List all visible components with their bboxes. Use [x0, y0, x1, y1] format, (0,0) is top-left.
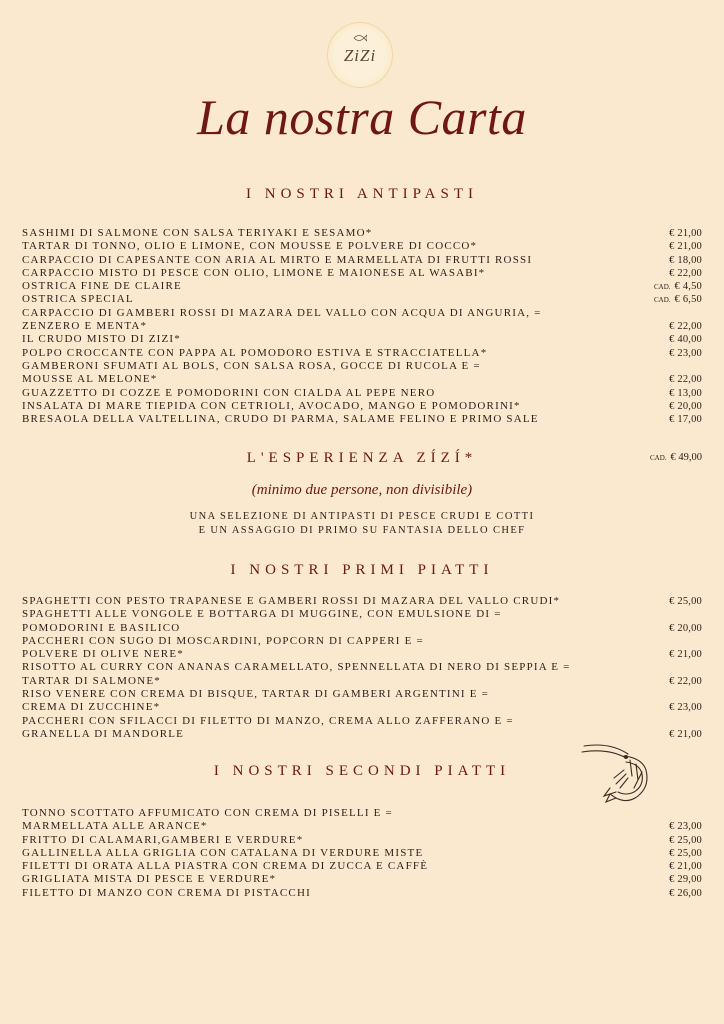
menu-item [22, 608, 704, 621]
primi-list [22, 595, 704, 741]
price-value: € 17,00 [669, 414, 702, 426]
menu-item [22, 873, 704, 886]
menu-item-name: CARPACCIO MISTO DI PESCE CON OLIO, LIMONE E MAIONESE AL WASABI* [22, 266, 486, 279]
menu-item-name: POLPO CROCCANTE CON PAPPA AL POMODORO ESTIVA E STRACCIATELLA* [22, 346, 488, 359]
menu-item-name: BRESAOLA DELLA VALTELLINA, CRUDO DI PARMA, SALAME FELINO E PRIMO SALE [22, 413, 539, 426]
menu-item-price [698, 608, 702, 622]
menu-item-price [665, 701, 702, 715]
menu-item-name: MOUSSE AL MELONE* [22, 373, 158, 386]
price-value: € 18,00 [669, 254, 702, 266]
menu-item-price [698, 688, 702, 702]
menu-item [22, 860, 704, 873]
menu-item-name: TARTAR DI TONNO, OLIO E LIMONE, CON MOUSSE E POLVERE DI COCCO* [22, 240, 478, 253]
esperienza-subtitle: (minimo due persone, non divisibile) [251, 482, 473, 498]
price-value: € 21,00 [669, 228, 702, 239]
menu-item-price [665, 387, 702, 401]
menu-item-name: SPAGHETTI CON PESTO TRAPANESE E GAMBERI ROSSI DI MAZARA DEL VALLO CRUDI* [22, 595, 561, 607]
menu-item-name: POLVERE DI OLIVE NERE* [22, 648, 184, 661]
menu-item [22, 622, 704, 635]
menu-item-name: INSALATA DI MARE TIEPIDA CON CETRIOLI, AVOCADO, MANGO E POMODORINI* [22, 399, 521, 412]
menu-item [22, 887, 704, 900]
menu-item-name: GRIGLIATA MISTA DI PESCE E VERDURE* [22, 873, 277, 886]
menu-item-name: CARPACCIO DI GAMBERI ROSSI DI MAZARA DEL VALLO CON ACQUA DI ANGURIA, = [22, 306, 542, 319]
price-value: € 29,00 [669, 874, 702, 886]
menu-item-price [665, 622, 702, 636]
menu-item-price [665, 648, 702, 662]
menu-item-price [654, 280, 702, 294]
menu-item-price [665, 675, 702, 689]
price-value: € 25,00 [669, 596, 702, 607]
menu-item-price [698, 807, 702, 821]
menu-item [22, 595, 704, 608]
menu-item [22, 254, 704, 267]
menu-item-price [698, 661, 702, 675]
price-value: € 22,00 [669, 267, 702, 279]
esperienza-desc-line2: E UN ASSAGGIO DI PRIMO SU FANTASIA DELLO CHEF [198, 525, 526, 536]
menu-item-price [665, 860, 702, 874]
fish-icon [353, 33, 367, 43]
menu-item [22, 847, 704, 860]
esperienza-desc-line1: UNA SELEZIONE DI ANTIPASTI DI PESCE CRUDI E COTTI [189, 511, 535, 522]
menu-item-price [665, 320, 702, 334]
menu-item-price [665, 820, 702, 834]
menu-item-price [665, 873, 702, 887]
shrimp-icon [580, 740, 652, 806]
price-value: € 49,00 [670, 452, 702, 463]
menu-item [22, 293, 704, 306]
menu-item [22, 307, 704, 320]
price-value: € 23,00 [669, 347, 702, 359]
menu-item-name: GALLINELLA ALLA GRIGLIA CON CATALANA DI VERDURE MISTE [22, 846, 424, 859]
menu-item [22, 701, 704, 714]
price-value: € 22,00 [669, 374, 702, 386]
price-value: € 22,00 [669, 675, 702, 687]
menu-item [22, 648, 704, 661]
menu-item-price [665, 267, 702, 281]
menu-item [22, 820, 704, 833]
logo [327, 22, 393, 88]
primi-heading: I NOSTRI PRIMI PIATTI [230, 562, 494, 578]
menu-item-name: TARTAR DI SALMONE* [22, 674, 161, 687]
menu-item-price [665, 347, 702, 361]
menu-item [22, 807, 704, 820]
menu-item-name: FILETTI DI ORATA ALLA PIASTRA CON CREMA DI ZUCCA E CAFFÈ [22, 860, 429, 873]
secondi-heading: I NOSTRI SECONDI PIATTI [213, 763, 511, 779]
menu-item-name: POMODORINI E BASILICO [22, 621, 181, 634]
price-value: € 25,00 [669, 847, 702, 859]
esperienza-price [650, 452, 702, 463]
menu-item-price [665, 728, 702, 742]
menu-item-name: TONNO SCOTTATO AFFUMICATO CON CREMA DI PISELLI E = [22, 807, 393, 819]
menu-item-name: OSTRICA SPECIAL [22, 293, 134, 306]
menu-item-price [665, 400, 702, 414]
esperienza-heading: L'ESPERIENZA ZÍZÍ* [246, 450, 478, 466]
menu-item-price [665, 254, 702, 268]
menu-item [22, 347, 704, 360]
menu-item-name: FILETTO DI MANZO CON CREMA DI PISTACCHI [22, 886, 311, 899]
menu-item [22, 227, 704, 240]
menu-item [22, 715, 704, 728]
menu-item [22, 400, 704, 413]
menu-item [22, 413, 704, 426]
price-value: € 20,00 [669, 622, 702, 634]
menu-item-name: ZENZERO E MENTA* [22, 320, 148, 333]
menu-item-name: PACCHERI CON SFILACCI DI FILETTO DI MANZO, CREMA ALLO ZAFFERANO E = [22, 714, 514, 727]
menu-item-price [665, 227, 702, 241]
menu-item-price [698, 635, 702, 649]
menu-item-name: MARMELLATA ALLE ARANCE* [22, 820, 208, 833]
price-value: € 21,00 [669, 728, 702, 740]
price-value: € 25,00 [669, 834, 702, 846]
price-value: € 21,00 [669, 241, 702, 253]
price-value: € 6,50 [674, 294, 702, 306]
antipasti-heading: I NOSTRI ANTIPASTI [246, 186, 478, 202]
menu-item [22, 373, 704, 386]
menu-item [22, 635, 704, 648]
menu-item [22, 661, 704, 674]
menu-item-name: GUAZZETTO DI COZZE E POMODORINI CON CIALDA AL PEPE NERO [22, 386, 436, 399]
menu-item-name: GAMBERONI SFUMATI AL BOLS, CON SALSA ROSA, GOCCE DI RUCOLA E = [22, 359, 481, 372]
cad-label: CAD. [649, 454, 667, 462]
price-value: € 26,00 [669, 887, 702, 899]
menu-item [22, 688, 704, 701]
price-value: € 13,00 [669, 387, 702, 399]
menu-item-price [698, 360, 702, 374]
logo-text: ZiZi [343, 46, 377, 65]
menu-item-name: GRANELLA DI MANDORLE [22, 727, 185, 740]
price-value: € 20,00 [669, 400, 702, 412]
menu-item [22, 280, 704, 293]
menu-item-name: FRITTO DI CALAMARI,GAMBERI E VERDURE* [22, 833, 304, 846]
menu-item [22, 333, 704, 346]
menu-item-price [665, 887, 702, 901]
price-value: € 23,00 [669, 821, 702, 833]
menu-item-price [654, 293, 702, 307]
menu-item-name: OSTRICA FINE DE CLAIRE [22, 280, 182, 293]
cad-label: CAD. [654, 283, 671, 292]
menu-item [22, 360, 704, 373]
cad-label: CAD. [654, 296, 671, 305]
menu-item-price [665, 333, 702, 347]
menu-item-price [698, 307, 702, 321]
antipasti-list [22, 227, 704, 426]
menu-item-name: CARPACCIO DI CAPESANTE CON ARIA AL MIRTO E MARMELLATA DI FRUTTI ROSSI [22, 253, 533, 266]
menu-item-price [665, 240, 702, 254]
menu-item [22, 240, 704, 253]
menu-item [22, 320, 704, 333]
price-value: € 4,50 [674, 281, 702, 293]
menu-item-price [665, 834, 702, 848]
menu-item-price [665, 413, 702, 427]
menu-item-name: RISOTTO AL CURRY CON ANANAS CARAMELLATO, SPENNELLATA DI NERO DI SEPPIA E = [22, 661, 571, 674]
price-value: € 21,00 [669, 861, 702, 873]
menu-item-price [665, 373, 702, 387]
menu-item-price [698, 715, 702, 729]
menu-item [22, 834, 704, 847]
menu-item [22, 387, 704, 400]
menu-item-name: SASHIMI DI SALMONE CON SALSA TERIYAKI E SESAMO* [22, 227, 373, 239]
page-title: La nostra Carta [197, 89, 527, 145]
secondi-list [22, 807, 704, 900]
menu-item-name: CREMA DI ZUCCHINE* [22, 701, 161, 714]
menu-item-name: PACCHERI CON SUGO DI MOSCARDINI, POPCORN DI CAPPERI E = [22, 634, 424, 647]
price-value: € 23,00 [669, 702, 702, 714]
menu-item [22, 267, 704, 280]
price-value: € 21,00 [669, 649, 702, 661]
menu-item-name: SPAGHETTI ALLE VONGOLE E BOTTARGA DI MUGGINE, CON EMULSIONE DI = [22, 608, 502, 621]
price-value: € 22,00 [669, 321, 702, 333]
menu-item-price [665, 847, 702, 861]
menu-item-name: IL CRUDO MISTO DI ZIZI* [22, 333, 181, 346]
menu-item-name: RISO VENERE CON CREMA DI BISQUE, TARTAR DI GAMBERI ARGENTINI E = [22, 688, 490, 701]
price-value: € 40,00 [669, 334, 702, 346]
menu-item [22, 675, 704, 688]
menu-item-price [665, 595, 702, 609]
